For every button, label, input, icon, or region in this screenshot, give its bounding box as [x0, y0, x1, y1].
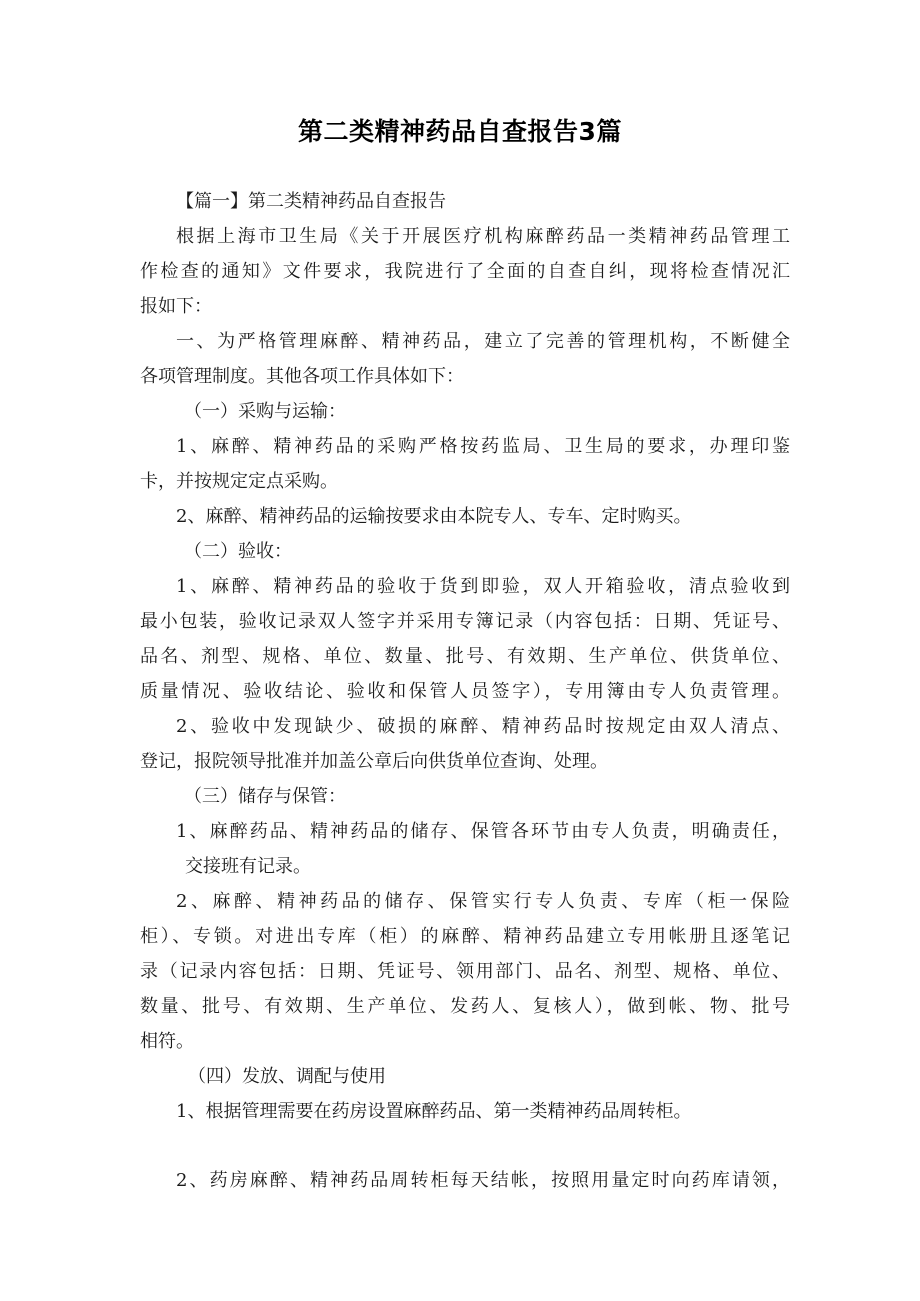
paragraph-gap [140, 1129, 790, 1163]
paragraph-line: 最小包装，验收记录双人签字并采用专簿记录（内容包括：日期、凭证号、 [140, 611, 790, 632]
paragraph-line: 各项管理制度。其他各项工作具体如下： [140, 366, 464, 387]
paragraph-line: 1、麻醉药品、精神药品的储存、保管各环节由专人负责，明确责任， [176, 821, 790, 842]
paragraph-line: 2、药房麻醉、精神药品周转柜每天结帐，按照用量定时向药库请领， [176, 1170, 790, 1191]
document-title: 第二类精神药品自查报告3篇 [298, 117, 622, 146]
paragraph-line: 品名、剂型、规格、单位、数量、批号、有效期、生产单位、供货单位、 [140, 646, 790, 667]
paragraph-line: 柜）、专锁。对进出专库（柜）的麻醉、精神药品建立专用帐册且逐笔记 [140, 926, 790, 947]
paragraph-line: 1、根据管理需要在药房设置麻醉药品、第一类精神药品周转柜。 [176, 1101, 692, 1122]
paragraph-line: 相符。 [140, 1031, 194, 1052]
paragraph-line: 卡，并按规定定点采购。 [140, 471, 338, 492]
paragraph-line: 根据上海市卫生局《关于开展医疗机构麻醉药品一类精神药品管理工 [176, 226, 790, 247]
subsection-heading: （一）采购与运输： [184, 401, 346, 422]
paragraph-line: 2、验收中发现缺少、破损的麻醉、精神药品时按规定由双人清点、 [176, 716, 790, 737]
section-heading: 【篇一】第二类精神药品自查报告 [176, 191, 446, 212]
paragraph-line: 报如下： [140, 296, 212, 317]
paragraph-line: 数量、批号、有效期、生产单位、发药人、复核人），做到帐、物、批号 [140, 996, 790, 1017]
subsection-heading: （三）储存与保管： [184, 786, 346, 807]
paragraph-line: 2、麻醉、精神药品的储存、保管实行专人负责、专库（柜一保险 [176, 891, 790, 912]
paragraph-line: 作检查的通知》文件要求，我院进行了全面的自查自纠，现将检查情况汇 [140, 261, 790, 282]
paragraph-line: 录（记录内容包括：日期、凭证号、领用部门、品名、剂型、规格、单位、 [140, 961, 790, 982]
subsection-heading: （二）验收： [184, 541, 292, 562]
paragraph-line: 一、为严格管理麻醉、精神药品，建立了完善的管理机构，不断健全 [176, 331, 790, 352]
document-body [140, 184, 790, 1198]
paragraph-line: 2、麻醉、精神药品的运输按要求由本院专人、专车、定时购买。 [176, 506, 692, 527]
paragraph-line: 交接班有记录。 [185, 856, 311, 877]
paragraph-line: 登记，报院领导批准并加盖公章后向供货单位查询、处理。 [140, 751, 608, 772]
paragraph-line: 1、麻醉、精神药品的采购严格按药监局、卫生局的要求，办理印鉴 [176, 436, 790, 457]
subsection-heading: （四）发放、调配与使用 [188, 1066, 386, 1087]
paragraph-line: 1、麻醉、精神药品的验收于货到即验，双人开箱验收，清点验收到 [176, 576, 790, 597]
paragraph-line: 质量情况、验收结论、验收和保管人员签字），专用簿由专人负责管理。 [140, 681, 790, 702]
